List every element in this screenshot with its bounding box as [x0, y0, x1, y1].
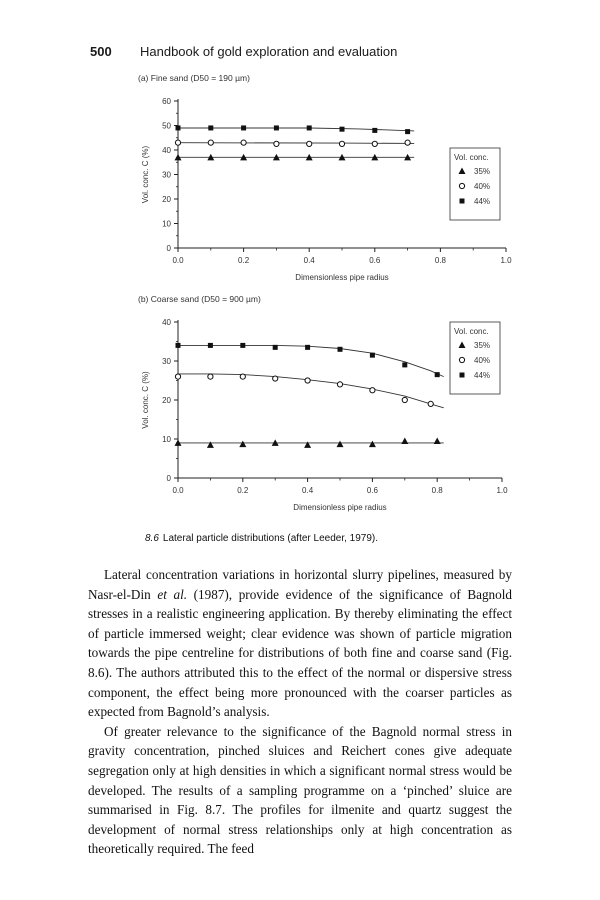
- data-point: [369, 441, 376, 448]
- y-tick-label: 40: [162, 318, 171, 327]
- legend-title: Vol. conc.: [454, 153, 489, 162]
- body-text: [88, 565, 512, 859]
- data-point: [405, 129, 410, 134]
- y-tick-label: 30: [162, 357, 171, 366]
- data-point: [340, 127, 345, 132]
- y-axis-label: Vol. conc. C (%): [141, 371, 150, 429]
- x-tick-label: 0.0: [172, 486, 184, 495]
- data-point: [176, 125, 181, 130]
- data-point: [241, 125, 246, 130]
- data-point: [274, 141, 279, 146]
- x-tick-label: 0.8: [431, 486, 443, 495]
- data-point: [240, 374, 245, 379]
- x-tick-label: 0.0: [172, 256, 184, 265]
- chart-title: (b) Coarse sand (D50 = 900 µm): [138, 294, 261, 304]
- legend-marker: [459, 183, 464, 188]
- data-point: [273, 376, 278, 381]
- data-point: [338, 347, 343, 352]
- x-axis-label: Dimensionless pipe radius: [295, 273, 389, 282]
- x-tick-label: 0.4: [302, 486, 314, 495]
- x-tick-label: 0.8: [434, 256, 446, 265]
- data-point: [208, 125, 213, 130]
- figure-number: 8.6: [145, 533, 159, 544]
- x-tick-label: 0.6: [369, 256, 381, 265]
- paragraph: Lateral concentration variations in horizontal slurry pipelines, measured by Nasr-el-Din et al. (1987), provide evidence of the significance of Bagnold stresses in a realistic engineering application. By thereby eliminating the effect of particle immersed weight; clear evidence was shown of particle migration towards the pipe centreline for distributions of both fine and coarse sand (Fig. 8.6). The authors attributed this to the effect of the normal or dispersive stress component, the effect being more pronounced with the coarser particles as expected from Bagnold’s analysis.: [88, 567, 513, 720]
- data-point: [208, 140, 213, 145]
- data-point: [339, 141, 344, 146]
- page-number: 500: [90, 44, 112, 59]
- series-line: [178, 345, 444, 376]
- data-point: [402, 397, 407, 402]
- data-point: [175, 374, 180, 379]
- data-point: [370, 353, 375, 358]
- data-point: [305, 378, 310, 383]
- figure-caption: [145, 533, 378, 544]
- x-tick-label: 0.2: [237, 486, 249, 495]
- data-point: [241, 140, 246, 145]
- legend-label: 40%: [474, 356, 491, 365]
- data-point: [372, 128, 377, 133]
- x-tick-label: 1.0: [496, 486, 508, 495]
- data-point: [273, 345, 278, 350]
- y-tick-label: 50: [162, 121, 171, 131]
- italic-text: et al.: [157, 586, 188, 602]
- data-point: [428, 401, 433, 406]
- chart-title: (a) Fine sand (D50 = 190 µm): [138, 73, 250, 83]
- x-axis-label: Dimensionless pipe radius: [293, 503, 387, 512]
- data-point: [370, 388, 375, 393]
- data-point: [401, 437, 408, 444]
- legend-marker: [460, 373, 465, 378]
- data-point: [274, 125, 279, 130]
- legend-marker: [460, 199, 465, 204]
- x-tick-label: 1.0: [500, 256, 512, 265]
- series-line: [178, 128, 414, 131]
- x-tick-label: 0.4: [303, 256, 315, 265]
- data-point: [307, 141, 312, 146]
- data-point: [208, 374, 213, 379]
- data-point: [239, 441, 246, 448]
- paragraph: Of greater relevance to the significance of the Bagnold normal stress in gravity concentration, pinched sluices and Reichert cones give adequate segregation only at high densities in which a significant normal stress would be developed. The results of a sampling programme on a ‘pinched’ sluice are summarised in Fig. 8.7. The profiles for ilmenite and quartz suggest the development of normal stress relationships only at high concentration as theoretically required. The feed: [88, 723, 512, 857]
- running-head: Handbook of gold exploration and evaluation: [140, 44, 398, 59]
- data-point: [337, 382, 342, 387]
- data-point: [207, 441, 214, 448]
- y-tick-label: 60: [162, 97, 171, 106]
- data-point: [305, 345, 310, 350]
- y-tick-label: 40: [162, 146, 171, 155]
- data-point: [240, 343, 245, 348]
- legend-label: 44%: [474, 197, 491, 206]
- data-point: [208, 343, 213, 348]
- figure-caption-text: Lateral particle distributions (after Leeder, 1979).: [162, 533, 379, 544]
- x-tick-label: 0.6: [366, 486, 378, 495]
- data-point: [372, 141, 377, 146]
- data-point: [402, 362, 407, 367]
- legend-label: 40%: [474, 182, 491, 191]
- data-point: [176, 343, 181, 348]
- y-axis-label: Vol. conc. C (%): [141, 145, 150, 204]
- legend-marker: [459, 357, 464, 362]
- legend-label: 44%: [474, 371, 491, 380]
- y-tick-label: 10: [162, 435, 171, 444]
- legend-label: 35%: [474, 167, 491, 176]
- data-point: [304, 441, 311, 448]
- data-point: [435, 372, 440, 377]
- data-point: [307, 125, 312, 130]
- legend-title: Vol. conc.: [454, 327, 489, 336]
- x-tick-label: 0.2: [238, 256, 250, 265]
- data-point: [337, 441, 344, 448]
- legend-label: 35%: [474, 341, 491, 350]
- y-tick-label: 0: [166, 474, 171, 483]
- data-point: [434, 437, 441, 444]
- y-tick-label: 20: [162, 396, 171, 405]
- y-tick-label: 30: [162, 170, 171, 180]
- y-tick-label: 20: [162, 195, 171, 204]
- y-tick-label: 0: [166, 244, 171, 253]
- data-point: [175, 140, 180, 145]
- data-point: [405, 140, 410, 145]
- y-tick-label: 10: [162, 219, 171, 229]
